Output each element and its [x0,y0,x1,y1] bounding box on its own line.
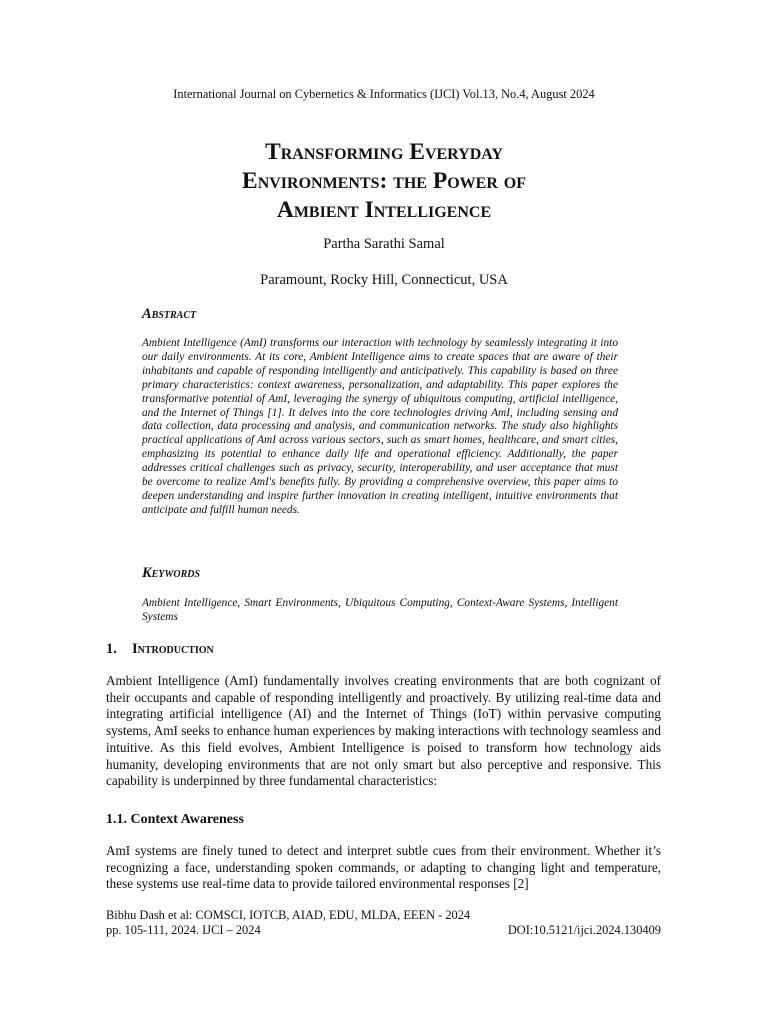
abstract-heading: Abstract [142,306,197,322]
introduction-heading [106,641,214,658]
section-title: Introduction [132,641,214,657]
author-affiliation: Paramount, Rocky Hill, Connecticut, USA [260,272,508,288]
context-awareness-heading: 1.1. Context Awareness [106,812,244,827]
title-line-2: Environments: the Power of [242,168,526,194]
introduction-paragraph: Ambient Intelligence (AmI) fundamentally involves creating environments that are both cognizant of their occupants and capable of responding intelligently and proactively. By utilizing real-time data and integrating artificial intelligence (AI) and the Internet of Things (IoT) within pervasive computing systems, AmI seeks to enhance human experiences by making interactions with technology seamless and intuitive. As this field evolves, Ambient Intelligence is poised to transform how technology aids humanity, developing environments that are not only smart but also perceptive and responsive. This capability is underpinned by three fundamental characteristics: [106,673,661,789]
running-header: International Journal on Cybernetics & Informatics (IJCI) Vol.13, No.4, August 2024 [173,87,595,101]
footer-line-1: Bibhu Dash et al: COMSCI, IOTCB, AIAD, EDU, MLDA, EEEN - 2024 [106,908,471,922]
title-line-1: Transforming Everyday [265,139,503,165]
footer-doi: DOI:10.5121/ijci.2024.130409 [507,923,661,937]
paper-title [0,138,768,225]
keywords-heading: Keywords [142,565,201,581]
footer-line-2: pp. 105-111, 2024. IJCI – 2024 [106,923,261,937]
section-number: 1. [106,641,117,657]
abstract-text: Ambient Intelligence (AmI) transforms our interaction with technology by seamlessly integrating it into our daily environments. At its core, Ambient Intelligence aims to create spaces that are aware of their inhabitants and capable of responding intelligently and anticipatively. This capability is based on three primary characteristics: context awareness, personalization, and adaptability. This paper explores the transformative potential of AmI, leveraging the synergy of ubiquitous computing, artificial intelligence, and the Internet of Things [1]. It delves into the core technologies driving AmI, including sensing and data collection, data processing and analysis, and communication networks. The study also highlights practical applications of AmI across various sectors, such as smart homes, healthcare, and smart cities, emphasizing its potential to enhance daily life and operational efficiency. Additionally, the paper addresses critical challenges such as privacy, security, interoperability, and user acceptance that must be overcome to realize AmI's benefits fully. By providing a comprehensive overview, this paper aims to deepen understanding and inspire further innovation in creating intelligent, intuitive environments that anticipate and fulfill human needs. [142,337,618,516]
title-line-3: Ambient Intelligence [276,197,492,223]
keywords-text: Ambient Intelligence, Smart Environments, Ubiquitous Computing, Context-Aware Systems, Intelligent Systems [142,597,618,623]
author-name: Partha Sarathi Samal [323,236,445,252]
context-awareness-paragraph: AmI systems are finely tuned to detect and interpret subtle cues from their environment. Whether it’s recognizing a face, understanding spoken commands, or adapting to changing light and temperature, these systems use real-time data to provide tailored environmental responses [2] [106,843,661,892]
footer-citation [106,908,470,938]
